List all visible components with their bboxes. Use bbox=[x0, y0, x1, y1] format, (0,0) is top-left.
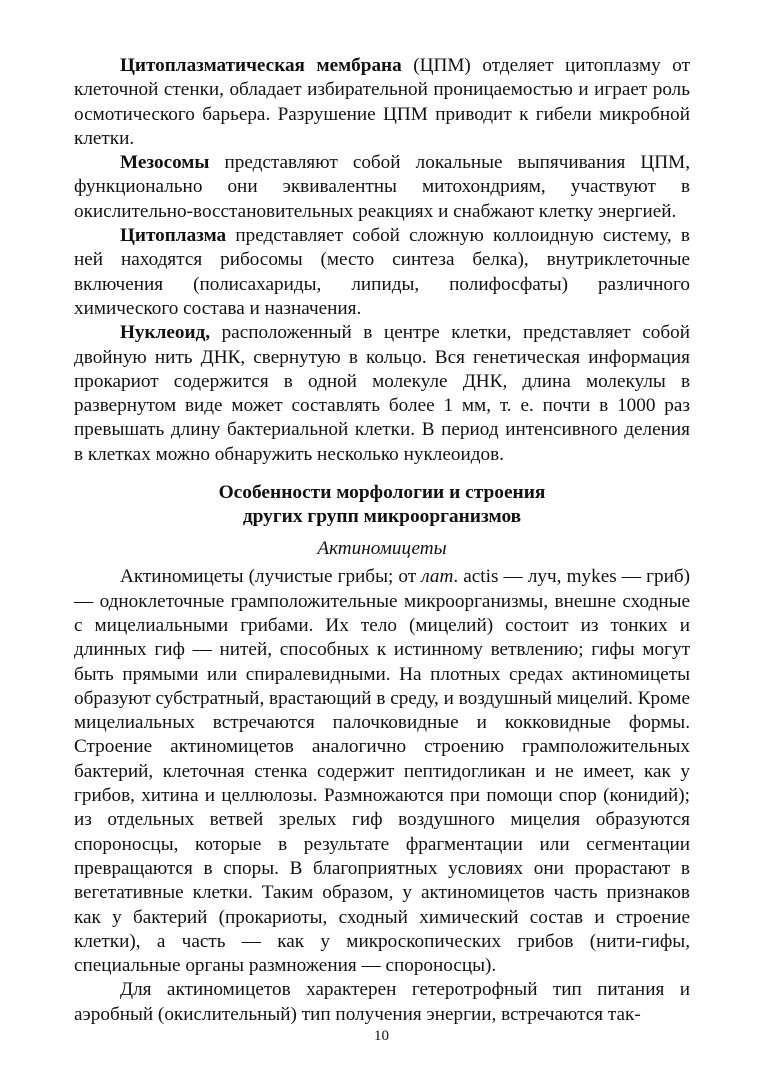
abbr-latin: лат bbox=[421, 566, 454, 588]
paragraph-nucleoid bbox=[74, 321, 690, 467]
paragraph-actinomycetes bbox=[74, 565, 690, 978]
text-mesosomes: представляют собой локальные выпячивания ЦПМ, функционально они эквивалентны митохондриям, участвуют в окислительно-восстановительных реакциях и снабжают клетку энергией. bbox=[74, 152, 690, 222]
page-number: 10 bbox=[374, 1028, 389, 1044]
term-nucleoid: Нуклеоид, bbox=[120, 322, 211, 344]
term-membrane: Цитоплазматическая мембрана bbox=[120, 55, 402, 76]
page-body bbox=[74, 54, 690, 1027]
text-membrane: (ЦПМ) отделяет цитоплазму от клеточной стенки, обладает избирательной проницаемостью и играет роль осмотического барьера. Разрушение ЦПМ приводит к гибели микробной клетки. bbox=[74, 55, 690, 149]
term-cytoplasm: Цитоплазма bbox=[120, 225, 227, 247]
section-heading-line2: других групп микроорганизмов bbox=[242, 506, 522, 528]
text-nucleoid: расположенный в центре клетки, представляет собой двойную нить ДНК, свернутую в кольцо. Вся генетическая информация прокариот содержится в одной молекуле ДНК, длина молекулы в развернутом виде может составлять более 1 мм, т. е. почти в 1000 раз превышать длину бактериальной клетки. В период интенсивного деления в клетках можно обнаружить несколько нуклеоидов. bbox=[74, 322, 690, 465]
text-actino-part1: Актиномицеты (лучистые грибы; от bbox=[120, 566, 422, 588]
subsection-heading: Актиномицеты bbox=[317, 538, 447, 560]
term-mesosomes: Мезосомы bbox=[120, 152, 210, 174]
paragraph-nutrition: Для актиномицетов характерен гетеротрофный тип питания и аэробный (окислительный) тип получения энергии, встречаются так- bbox=[74, 979, 690, 1025]
text-cytoplasm: представляет собой сложную коллоидную систему, в ней находятся рибосомы (место синтеза белка), внутриклеточные включения (полисахариды, липиды, полифосфаты) различного химического состава и назначения. bbox=[74, 225, 690, 319]
section-heading-line1: Особенности морфологии и строения bbox=[218, 482, 546, 504]
section-heading bbox=[74, 481, 690, 529]
text-actino-part2: . actis — луч, mykes — гриб) — одноклеточные грамположительные микроорганизмы, внешне сходные с мицелиальными грибами. Их тело (мицелий) состоит из тонких и длинных гиф — нитей, способных к истинному ветвлению; гифы могут быть прямыми или спиралевидными. На плотных средах актиномицеты образуют субстратный, врастающий в среду, и воздушный мицелий. Кроме мицелиальных встречаются палочковидные и кокковидные формы. Строение актиномицетов аналогично строению грамположительных бактерий, клеточная стенка содержит пептидогликан и не имеет, как у грибов, хитина и целлюлозы. Размножаются при помощи спор (конидий); из отдельных ветвей зрелых гиф воздушного мицелия образуются спороносцы, которые в результате фрагментации или сегментации превращаются в споры. В благоприятных условиях они прорастают в вегетативные клетки. Таким образом, у актиномицетов часть признаков как у бактерий (прокариоты, сходный химический состав и строение клетки), а часть — как у микроскопических грибов (нити-гифы, специальные органы размножения — спороносцы). bbox=[74, 566, 690, 977]
paragraph-membrane bbox=[74, 54, 690, 151]
paragraph-mesosomes bbox=[74, 151, 690, 224]
paragraph-cytoplasm bbox=[74, 224, 690, 321]
